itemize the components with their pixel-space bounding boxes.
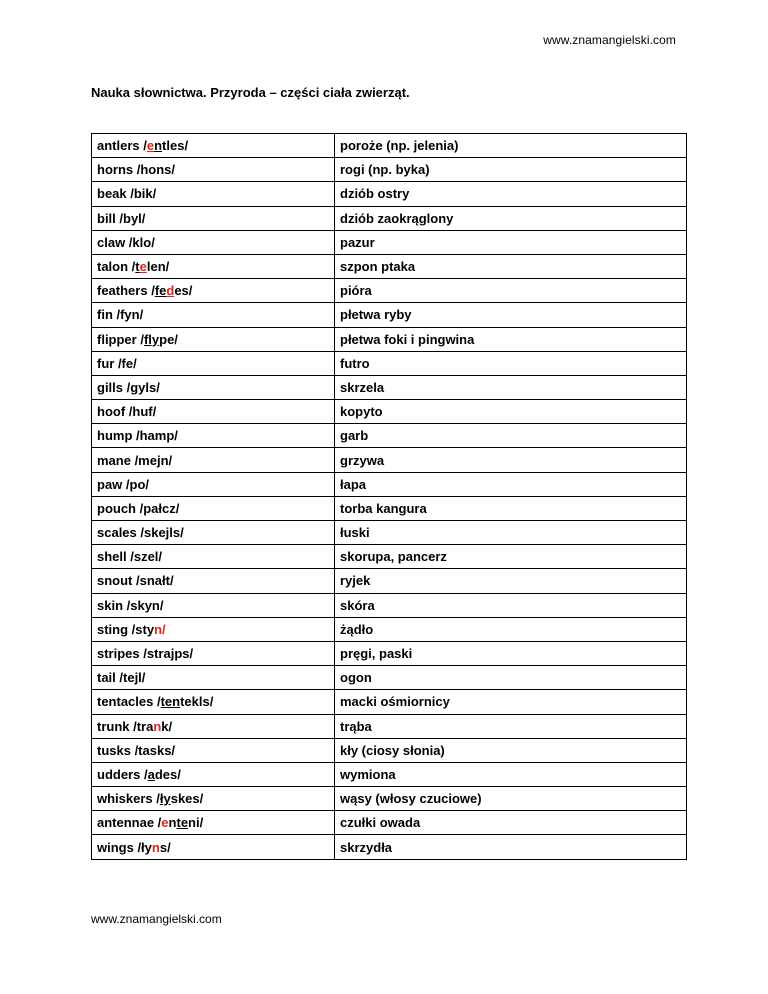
english-term-cell bbox=[92, 134, 335, 158]
polish-translation-cell: skorupa, pancerz bbox=[335, 545, 687, 569]
polish-translation-cell: pazur bbox=[335, 230, 687, 254]
english-term-segment: ten bbox=[160, 694, 181, 710]
english-term-segment: e bbox=[146, 138, 155, 154]
polish-translation-cell: szpon ptaka bbox=[335, 254, 687, 278]
english-term-cell bbox=[92, 762, 335, 786]
table-row bbox=[92, 496, 687, 520]
english-term-segment: des/ bbox=[154, 766, 181, 782]
header-url: www.znamangielski.com bbox=[543, 33, 676, 47]
english-term-segment: n bbox=[151, 839, 160, 855]
polish-translation-cell: łuski bbox=[335, 521, 687, 545]
english-term-cell bbox=[92, 400, 335, 424]
english-term-segment: beak /bik/ bbox=[97, 186, 157, 202]
table-row bbox=[92, 593, 687, 617]
english-term-segment: bill /byl/ bbox=[97, 210, 146, 226]
english-term-cell bbox=[92, 254, 335, 278]
english-term-cell bbox=[92, 593, 335, 617]
english-term-segment: scales /skejls/ bbox=[97, 525, 184, 541]
english-term-segment: talon / bbox=[97, 259, 136, 275]
polish-translation-cell: kopyto bbox=[335, 400, 687, 424]
polish-translation-cell: skrzela bbox=[335, 375, 687, 399]
polish-translation-cell: płetwa foki i pingwina bbox=[335, 327, 687, 351]
english-term-cell bbox=[92, 351, 335, 375]
english-term-segment: es/ bbox=[174, 283, 193, 299]
table-row bbox=[92, 472, 687, 496]
english-term-segment: pe/ bbox=[159, 331, 178, 347]
english-term-cell bbox=[92, 787, 335, 811]
english-term-cell bbox=[92, 811, 335, 835]
english-term-cell bbox=[92, 617, 335, 641]
table-row bbox=[92, 787, 687, 811]
english-term-segment: fin /fyn/ bbox=[97, 307, 144, 323]
english-term-segment: a bbox=[147, 766, 155, 782]
english-term-cell bbox=[92, 835, 335, 859]
polish-translation-cell: poroże (np. jelenia) bbox=[335, 134, 687, 158]
english-term-cell bbox=[92, 472, 335, 496]
english-term-segment: len/ bbox=[146, 259, 170, 275]
polish-translation-cell: ogon bbox=[335, 666, 687, 690]
polish-translation-cell: płetwa ryby bbox=[335, 303, 687, 327]
table-row bbox=[92, 254, 687, 278]
table-row bbox=[92, 569, 687, 593]
english-term-segment: tail /tejl/ bbox=[97, 670, 146, 686]
english-term-cell bbox=[92, 375, 335, 399]
english-term-segment: pouch /pałcz/ bbox=[97, 500, 180, 516]
english-term-segment: te bbox=[176, 815, 189, 831]
english-term-segment: flipper / bbox=[97, 331, 144, 347]
vocabulary-table bbox=[91, 133, 687, 860]
english-term-segment: trunk /tra bbox=[97, 718, 154, 734]
english-term-segment: horns /hons/ bbox=[97, 162, 175, 178]
table-row bbox=[92, 448, 687, 472]
english-term-segment: skes/ bbox=[170, 791, 204, 807]
polish-translation-cell: żądło bbox=[335, 617, 687, 641]
english-term-segment: hump /hamp/ bbox=[97, 428, 178, 444]
english-term-segment: e bbox=[139, 259, 147, 275]
table-row bbox=[92, 714, 687, 738]
polish-translation-cell: dziób zaokrąglony bbox=[335, 206, 687, 230]
english-term-segment: whiskers / bbox=[97, 791, 160, 807]
english-term-cell bbox=[92, 424, 335, 448]
english-term-segment: ły bbox=[159, 791, 171, 807]
polish-translation-cell: grzywa bbox=[335, 448, 687, 472]
table-row bbox=[92, 617, 687, 641]
english-term-cell bbox=[92, 158, 335, 182]
polish-translation-cell: skrzydła bbox=[335, 835, 687, 859]
polish-translation-cell: rogi (np. byka) bbox=[335, 158, 687, 182]
english-term-segment: udders / bbox=[97, 766, 148, 782]
table-row bbox=[92, 327, 687, 351]
page-title: Nauka słownictwa. Przyroda – części ciała zwierząt. bbox=[91, 85, 410, 100]
table-row bbox=[92, 182, 687, 206]
english-term-segment: mane /mejn/ bbox=[97, 452, 173, 468]
table-row bbox=[92, 738, 687, 762]
table-row bbox=[92, 206, 687, 230]
english-term-segment: paw /po/ bbox=[97, 476, 149, 492]
english-term-segment: s/ bbox=[159, 839, 171, 855]
english-term-segment: e bbox=[161, 815, 169, 831]
english-term-segment: tentacles / bbox=[97, 694, 161, 710]
table-row bbox=[92, 375, 687, 399]
english-term-segment: d bbox=[166, 283, 175, 299]
table-row bbox=[92, 666, 687, 690]
english-term-segment: sting /sty bbox=[97, 621, 155, 637]
english-term-segment: ni/ bbox=[188, 815, 204, 831]
english-term-segment: wings /ły bbox=[97, 839, 152, 855]
polish-translation-cell: pręgi, paski bbox=[335, 641, 687, 665]
english-term-segment: hoof /huf/ bbox=[97, 404, 157, 420]
polish-translation-cell: łapa bbox=[335, 472, 687, 496]
english-term-segment: stripes /strajps/ bbox=[97, 646, 194, 662]
english-term-segment: claw /klo/ bbox=[97, 234, 155, 250]
polish-translation-cell: macki ośmiornicy bbox=[335, 690, 687, 714]
english-term-cell bbox=[92, 641, 335, 665]
table-row bbox=[92, 400, 687, 424]
english-term-cell bbox=[92, 690, 335, 714]
english-term-segment: fur /fe/ bbox=[97, 355, 137, 371]
english-term-segment: n bbox=[168, 815, 177, 831]
english-term-cell bbox=[92, 206, 335, 230]
table-row bbox=[92, 690, 687, 714]
english-term-cell bbox=[92, 303, 335, 327]
table-row bbox=[92, 134, 687, 158]
english-term-cell bbox=[92, 279, 335, 303]
english-term-segment: n/ bbox=[154, 621, 166, 637]
polish-translation-cell: wąsy (włosy czuciowe) bbox=[335, 787, 687, 811]
english-term-segment: t bbox=[135, 259, 140, 275]
english-term-cell bbox=[92, 448, 335, 472]
english-term-cell bbox=[92, 327, 335, 351]
english-term-cell bbox=[92, 230, 335, 254]
polish-translation-cell: garb bbox=[335, 424, 687, 448]
polish-translation-cell: trąba bbox=[335, 714, 687, 738]
polish-translation-cell: pióra bbox=[335, 279, 687, 303]
english-term-segment: feathers / bbox=[97, 283, 155, 299]
english-term-cell bbox=[92, 738, 335, 762]
table-row bbox=[92, 811, 687, 835]
table-row bbox=[92, 230, 687, 254]
english-term-segment: k/ bbox=[161, 718, 173, 734]
table-row bbox=[92, 424, 687, 448]
english-term-cell bbox=[92, 521, 335, 545]
polish-translation-cell: czułki owada bbox=[335, 811, 687, 835]
polish-translation-cell: dziób ostry bbox=[335, 182, 687, 206]
english-term-segment: antlers / bbox=[97, 138, 147, 154]
english-term-segment: antennae / bbox=[97, 815, 162, 831]
polish-translation-cell: torba kangura bbox=[335, 496, 687, 520]
table-row bbox=[92, 279, 687, 303]
table-row bbox=[92, 303, 687, 327]
english-term-cell bbox=[92, 545, 335, 569]
english-term-cell bbox=[92, 496, 335, 520]
vocabulary-table-body bbox=[92, 134, 687, 860]
polish-translation-cell: kły (ciosy słonia) bbox=[335, 738, 687, 762]
english-term-cell bbox=[92, 714, 335, 738]
table-row bbox=[92, 158, 687, 182]
polish-translation-cell: wymiona bbox=[335, 762, 687, 786]
english-term-cell bbox=[92, 666, 335, 690]
english-term-cell bbox=[92, 182, 335, 206]
english-term-cell bbox=[92, 569, 335, 593]
table-row bbox=[92, 762, 687, 786]
english-term-segment: fly bbox=[143, 331, 160, 347]
english-term-segment: gills /gyls/ bbox=[97, 379, 160, 395]
polish-translation-cell: skóra bbox=[335, 593, 687, 617]
table-row bbox=[92, 545, 687, 569]
english-term-segment: n bbox=[154, 138, 163, 154]
table-row bbox=[92, 835, 687, 859]
english-term-segment: tusks /tasks/ bbox=[97, 742, 176, 758]
table-row bbox=[92, 351, 687, 375]
english-term-segment: n bbox=[153, 718, 162, 734]
polish-translation-cell: ryjek bbox=[335, 569, 687, 593]
polish-translation-cell: futro bbox=[335, 351, 687, 375]
table-row bbox=[92, 641, 687, 665]
english-term-segment: shell /szel/ bbox=[97, 549, 163, 565]
english-term-segment: snout /snałt/ bbox=[97, 573, 174, 589]
english-term-segment: tekls/ bbox=[180, 694, 214, 710]
footer-url: www.znamangielski.com bbox=[91, 912, 222, 926]
english-term-segment: skin /skyn/ bbox=[97, 597, 164, 613]
english-term-segment: tles/ bbox=[162, 138, 189, 154]
table-row bbox=[92, 521, 687, 545]
english-term-segment: fe bbox=[154, 283, 167, 299]
